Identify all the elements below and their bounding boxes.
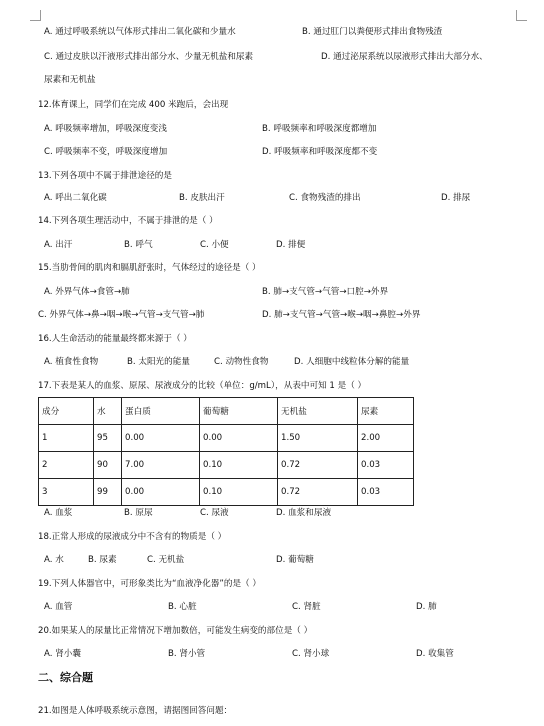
table-header-cell: 水	[94, 398, 122, 425]
answer-option: A. 呼吸频率增加，呼吸深度变浅	[44, 124, 167, 134]
answer-option: C. 小便	[200, 240, 229, 250]
answer-option: A. 呼出二氧化碳	[44, 193, 107, 203]
table-row	[39, 425, 414, 452]
question-text: 13.下列各项中不属于排泄途径的是	[38, 171, 172, 181]
answer-option: A. 水	[44, 555, 64, 565]
answer-option: B. 肺→支气管→气管→口腔→外界	[262, 287, 389, 297]
answer-option: D. 血浆和尿液	[276, 508, 332, 518]
table-header-cell: 蛋白质	[122, 398, 200, 425]
answer-option: A. 外界气体→食管→肺	[44, 287, 130, 297]
answer-option: A. 肾小囊	[44, 649, 81, 659]
table-header-cell: 成分	[39, 398, 94, 425]
answer-option: D. 人细胞中线粒体分解的能量	[294, 357, 410, 367]
answer-option: D. 肺→支气管→气管→喉→咽→鼻腔→外界	[262, 310, 421, 320]
question-text: 14.下列各项生理活动中，不属于排泄的是（ ）	[38, 216, 218, 226]
answer-option: C. 无机盐	[147, 555, 185, 565]
table-cell: 0.03	[358, 479, 414, 506]
question-text: 12.体育课上，同学们在完成 400 米跑后，会出现	[38, 100, 229, 110]
table-cell: 0.72	[278, 479, 358, 506]
table-cell: 0.00	[122, 479, 200, 506]
table-cell: 2.00	[358, 425, 414, 452]
table-header-cell: 尿素	[358, 398, 414, 425]
table-header-row	[39, 398, 414, 425]
answer-option: B. 太阳光的能量	[127, 357, 190, 367]
answer-option: B. 呼气	[124, 240, 153, 250]
table-cell: 99	[94, 479, 122, 506]
question-text: 17.下表是某人的血浆、原尿、尿液成分的比较（单位：g/mL），从表中可知 1 是（ ）	[38, 381, 367, 391]
answer-option: A. 植食性食物	[44, 357, 99, 367]
answer-option: C. 肾小球	[292, 649, 330, 659]
corner-mark-right	[516, 10, 527, 21]
answer-option: C. 动物性食物	[214, 357, 269, 367]
corner-mark-left	[30, 10, 41, 21]
table-cell: 7.00	[122, 452, 200, 479]
answer-option: C. 呼吸频率不变，呼吸深度增加	[44, 147, 168, 157]
table-cell: 0.00	[122, 425, 200, 452]
table-cell: 3	[39, 479, 94, 506]
section-title: 二、综合题	[38, 671, 93, 684]
table-cell: 0.03	[358, 452, 414, 479]
urine-composition-table	[38, 397, 414, 506]
answer-option: B. 皮肤出汗	[179, 193, 225, 203]
answer-option: C. 外界气体→鼻→咽→喉→气管→支气管→肺	[38, 310, 205, 320]
answer-option: B. 呼吸频率和呼吸深度都增加	[262, 124, 377, 134]
answer-option: B. 原尿	[124, 508, 153, 518]
answer-option: D. 呼吸频率和呼吸深度都不变	[262, 147, 378, 157]
answer-option: A. 出汗	[44, 240, 73, 250]
answer-option: D. 排便	[276, 240, 306, 250]
answer-option: C. 食物残渣的排出	[289, 193, 361, 203]
question-text: 16.人生命活动的能量最终都来源于（ ）	[38, 334, 192, 344]
answer-option: B. 通过肛门以粪便形式排出食物残渣	[302, 27, 443, 37]
table-cell: 1.50	[278, 425, 358, 452]
answer-option: A. 血浆	[44, 508, 73, 518]
question-text: 尿素和无机盐	[44, 75, 96, 85]
table-cell: 0.00	[200, 425, 278, 452]
answer-option: A. 通过呼吸系统以气体形式排出二氧化碳和少量水	[44, 27, 236, 37]
table-header-cell: 无机盐	[278, 398, 358, 425]
table-cell: 90	[94, 452, 122, 479]
question-text: 20.如果某人的尿量比正常情况下增加数倍，可能发生病变的部位是（ ）	[38, 626, 313, 636]
question-text: 19.下列人体器官中，可形象类比为“血液净化器”的是（ ）	[38, 579, 261, 589]
answer-option: C. 通过皮肤以汗液形式排出部分水、少量无机盐和尿素	[44, 52, 254, 62]
question-text: 15.当肋骨间的肌肉和膈肌舒张时，气体经过的途径是（ ）	[38, 263, 261, 273]
answer-option: C. 尿液	[200, 508, 229, 518]
table-row	[39, 452, 414, 479]
question-text: 21.如图是人体呼吸系统示意图，请据图回答问题：	[38, 706, 233, 716]
table-cell: 0.10	[200, 479, 278, 506]
table-header-cell: 葡萄糖	[200, 398, 278, 425]
answer-option: D. 排尿	[441, 193, 471, 203]
answer-option: B. 肾小管	[168, 649, 206, 659]
table-cell: 95	[94, 425, 122, 452]
answer-option: D. 肺	[416, 602, 437, 612]
table-cell: 0.72	[278, 452, 358, 479]
table-cell: 1	[39, 425, 94, 452]
table-row	[39, 479, 414, 506]
question-text: 18.正常人形成的尿液成分中不含有的物质是（ ）	[38, 532, 227, 542]
answer-option: D. 葡萄糖	[276, 555, 314, 565]
answer-option: B. 心脏	[168, 602, 197, 612]
answer-option: D. 通过泌尿系统以尿液形式排出大部分水、	[321, 52, 488, 62]
answer-option: C. 肾脏	[292, 602, 321, 612]
answer-option: B. 尿素	[88, 555, 117, 565]
table-cell: 0.10	[200, 452, 278, 479]
table-cell: 2	[39, 452, 94, 479]
answer-option: A. 血管	[44, 602, 73, 612]
answer-option: D. 收集管	[416, 649, 454, 659]
